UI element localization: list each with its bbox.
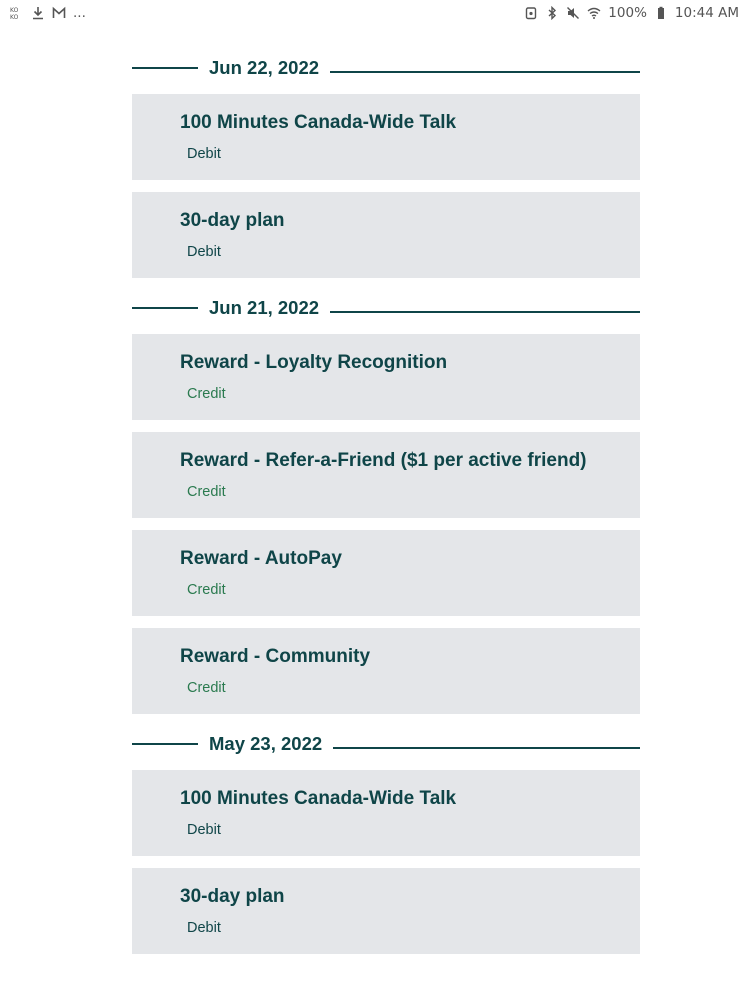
transaction-type: Credit: [187, 386, 226, 402]
transaction-card[interactable]: [132, 432, 640, 518]
date-label: Jun 21, 2022: [209, 297, 320, 318]
battery-icon: [654, 6, 668, 20]
transaction-card[interactable]: [132, 868, 640, 954]
date-group: [132, 726, 640, 954]
transaction-card[interactable]: [132, 334, 640, 420]
transaction-type: Debit: [187, 146, 221, 162]
status-bar: [0, 0, 749, 26]
ko-ko-icon: [10, 6, 24, 20]
download-icon: [31, 6, 45, 20]
clock: 10:44 AM: [674, 5, 739, 21]
date-label: Jun 22, 2022: [209, 57, 320, 78]
transaction-title: Reward - Loyalty Recognition: [180, 352, 448, 373]
date-group: [132, 50, 640, 278]
date-header: [132, 50, 640, 86]
transaction-type: Credit: [187, 484, 226, 500]
divider: [132, 67, 198, 69]
battery-percent: 100%: [608, 5, 647, 21]
wifi-icon: [587, 6, 601, 20]
date-label: May 23, 2022: [209, 733, 323, 754]
mute-icon: [566, 6, 580, 20]
bluetooth-icon: [545, 6, 559, 20]
transaction-type: Credit: [187, 582, 226, 598]
transaction-card[interactable]: [132, 628, 640, 714]
transaction-title: 100 Minutes Canada-Wide Talk: [180, 112, 457, 133]
transaction-type: Debit: [187, 822, 221, 838]
more-notifications: ...: [73, 5, 86, 21]
date-group: [132, 290, 640, 714]
transaction-title: 30-day plan: [180, 210, 285, 231]
status-bar-left: [10, 5, 86, 21]
transaction-title: Reward - Refer-a-Friend ($1 per active friend): [180, 450, 587, 471]
svg-text:KO: KO: [10, 14, 19, 20]
transaction-type: Debit: [187, 244, 221, 260]
alarm-icon: [524, 6, 538, 20]
transaction-title: Reward - AutoPay: [180, 548, 342, 569]
divider: [132, 307, 198, 309]
transaction-title: Reward - Community: [180, 646, 371, 667]
divider: [330, 311, 640, 313]
divider: [333, 747, 640, 749]
status-bar-right: [524, 5, 739, 21]
transaction-card[interactable]: [132, 530, 640, 616]
date-header: [132, 290, 640, 326]
transaction-card[interactable]: [132, 94, 640, 180]
transaction-card[interactable]: [132, 192, 640, 278]
divider: [132, 743, 198, 745]
transaction-type: Credit: [187, 680, 226, 696]
transaction-card[interactable]: [132, 770, 640, 856]
transaction-title: 30-day plan: [180, 886, 285, 907]
gmail-icon: [52, 6, 66, 20]
date-header: [132, 726, 640, 762]
transaction-history: [132, 50, 640, 966]
transaction-type: Debit: [187, 920, 221, 936]
divider: [330, 71, 640, 73]
svg-text:KO: KO: [10, 7, 19, 14]
transaction-title: 100 Minutes Canada-Wide Talk: [180, 788, 457, 809]
